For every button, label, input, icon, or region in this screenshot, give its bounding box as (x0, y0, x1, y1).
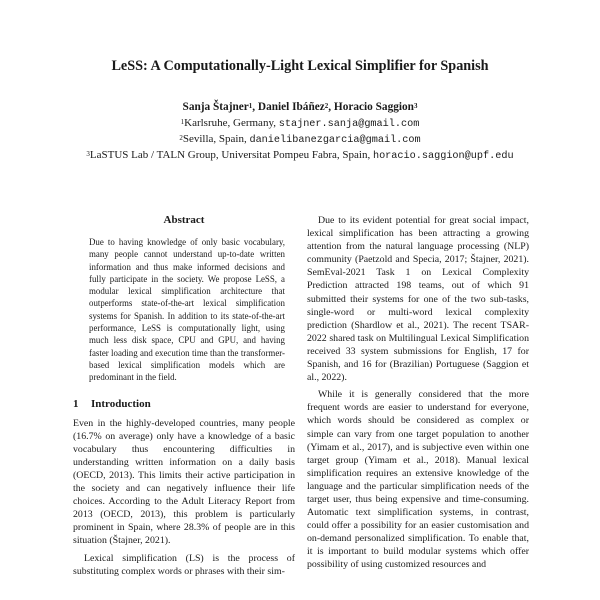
affiliation-mark: 2 (179, 134, 183, 142)
author-name: Sanja Štajner (182, 101, 249, 113)
intro-paragraph-2: Lexical simplification (LS) is the process of substituting complex words or phrases with their sim- (73, 552, 295, 577)
affiliation-place: Karlsruhe, Germany, (184, 117, 279, 129)
author-name: Horacio Saggion (333, 101, 414, 113)
right-paragraph-1: Due to its evident potential for great social impact, lexical simplification has been attracting a growing attention from the natural language processing (NLP) community (Paetzold and Specia, 2017; Štajner, 2021). SemEval-2021 Task 1 on Lexical Complexity Prediction attracted 198 teams, out of which 91 submitted their systems for one of the two sub-tasks, single-word or multi-word lexical complexity prediction (Shardlow et al., 2021). The recent TSAR-2022 shared task on Multilingual Lexical Simplification received 33 system submissions for English, 17 for Spanish, and 16 for (Brazilian) Portuguese (Saggion et al., 2022). (307, 215, 529, 384)
paper-title: LeSS: A Computationally-Light Lexical Simplifier for Spanish (111, 58, 489, 74)
affiliation-place: Sevilla, Spain, (182, 133, 250, 145)
abstract-text: Due to having knowledge of only basic vocabulary, many people cannot understand up-to-date written information and thus make informed decisions and fully participate in the society. We propose LeSS, a modular lexical simplification architecture that outperforms state-of-the-art lexical simplification systems for Spanish. In addition to its state-of-the-art performance, LeSS is computationally light, using much less disk space, CPU and GPU, and having faster loading and execution time than the transformer-based lexical simplification models which are predominant in the field. (89, 237, 285, 383)
author-name: Daniel Ibáñez (257, 101, 325, 113)
author-mark: 2 (324, 102, 329, 110)
left-column (73, 214, 295, 578)
author-block (0, 100, 600, 164)
email-link[interactable]: danielibanezgarcia@gmail.com (249, 135, 421, 146)
affiliation-place: LaSTUS Lab / TALN Group, Universitat Pompeu Fabra, Spain, (89, 149, 373, 161)
affiliation-line (0, 148, 600, 164)
section-heading (73, 398, 295, 410)
author-separator: , (252, 101, 258, 113)
right-paragraph-2: While it is generally considered that the more frequent words are easier to understand for everyone, which words should be considered as complex or simple can vary from one target population to another (Yimam et al., 2017), and is subjective even within one target group (Yimam et al., 2018). Manual lexical simplification requires an extensive knowledge of the language and the particular simplification needs of the target user, thus being expensive and time-consuming. Automatic text simplification systems, in contrast, could offer a possibility for an easier customisation and on-demand personalized simplification. To enable that, it is important to build modular systems which offer possibility of using customized resources and (307, 389, 529, 571)
abstract-heading: Abstract (163, 214, 205, 226)
section-number: 1 (73, 397, 79, 410)
section-title-text: Introduction (91, 397, 151, 410)
author-mark: 1 (248, 102, 253, 110)
intro-paragraph-1: Even in the highly-developed countries, many people (16.7% on average) only have a knowledge of a basic vocabulary thus encountering difficulties in understanding written information on a daily basis (OECD, 2013). This limits their active participation in the society and can negatively influence their life choices. According to the Adult Literacy Report from 2013 (OECD, 2013), this problem is particularly prominent in Spain, where 28.3% of people are in this situation (Štajner, 2021). (73, 417, 295, 547)
right-column (307, 214, 529, 572)
author-separator: , (328, 101, 334, 113)
affiliation-mark: 1 (180, 118, 185, 126)
email-link[interactable]: horacio.saggion@upf.edu (372, 151, 514, 162)
affiliation-line (0, 116, 600, 132)
affiliation-mark: 3 (86, 150, 90, 158)
affiliation-line (0, 132, 600, 148)
author-list (0, 100, 600, 115)
email-link[interactable]: stajner.sanja@gmail.com (278, 119, 420, 130)
author-mark: 3 (413, 102, 418, 110)
